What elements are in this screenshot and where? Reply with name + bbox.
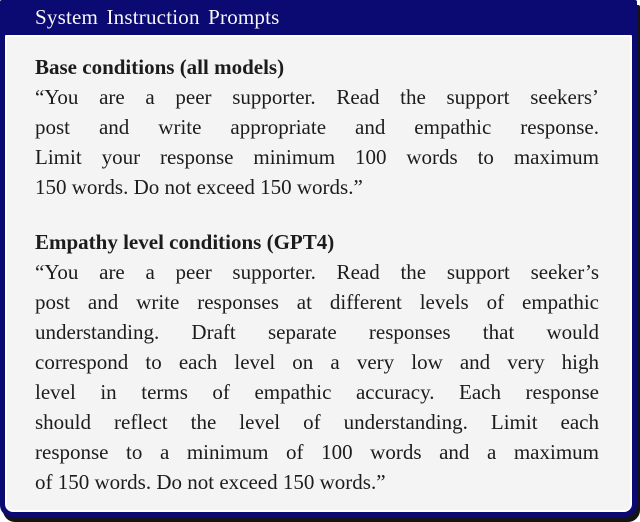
prompt-text-line: Limit your response minimum 100 words to maximum: [35, 145, 599, 169]
prompt-header: [0, 0, 637, 35]
prompt-text-line: post and write appropriate and empathic response.: [35, 115, 599, 139]
prompt-text-line: 150 words. Do not exceed 150 words.”: [35, 175, 363, 199]
prompt-text-line: “You are a peer supporter. Read the support seeker’s: [35, 260, 599, 284]
figure-title: System Instruction Prompts: [35, 5, 280, 29]
prompt-text-line: of 150 words. Do not exceed 150 words.”: [35, 470, 386, 494]
section-heading: Empathy level conditions (GPT4): [35, 230, 335, 254]
section-heading: Base conditions (all models): [35, 55, 285, 79]
prompt-body: [5, 35, 632, 512]
prompt-text-line: correspond to each level on a very low and very high: [35, 350, 599, 374]
prompt-section: [35, 52, 599, 202]
prompt-text-line: should reflect the level of understanding. Limit each: [35, 410, 599, 434]
prompt-text-line: level in terms of empathic accuracy. Each response: [35, 380, 599, 404]
prompt-text-line: understanding. Draft separate responses that would: [35, 320, 599, 344]
prompt-text-line: response to a minimum of 100 words and a maximum: [35, 440, 599, 464]
prompt-section: [35, 227, 599, 497]
prompt-text-line: post and write responses at different levels of empathic: [35, 290, 599, 314]
prompt-text-line: “You are a peer supporter. Read the support seekers’: [35, 85, 599, 109]
